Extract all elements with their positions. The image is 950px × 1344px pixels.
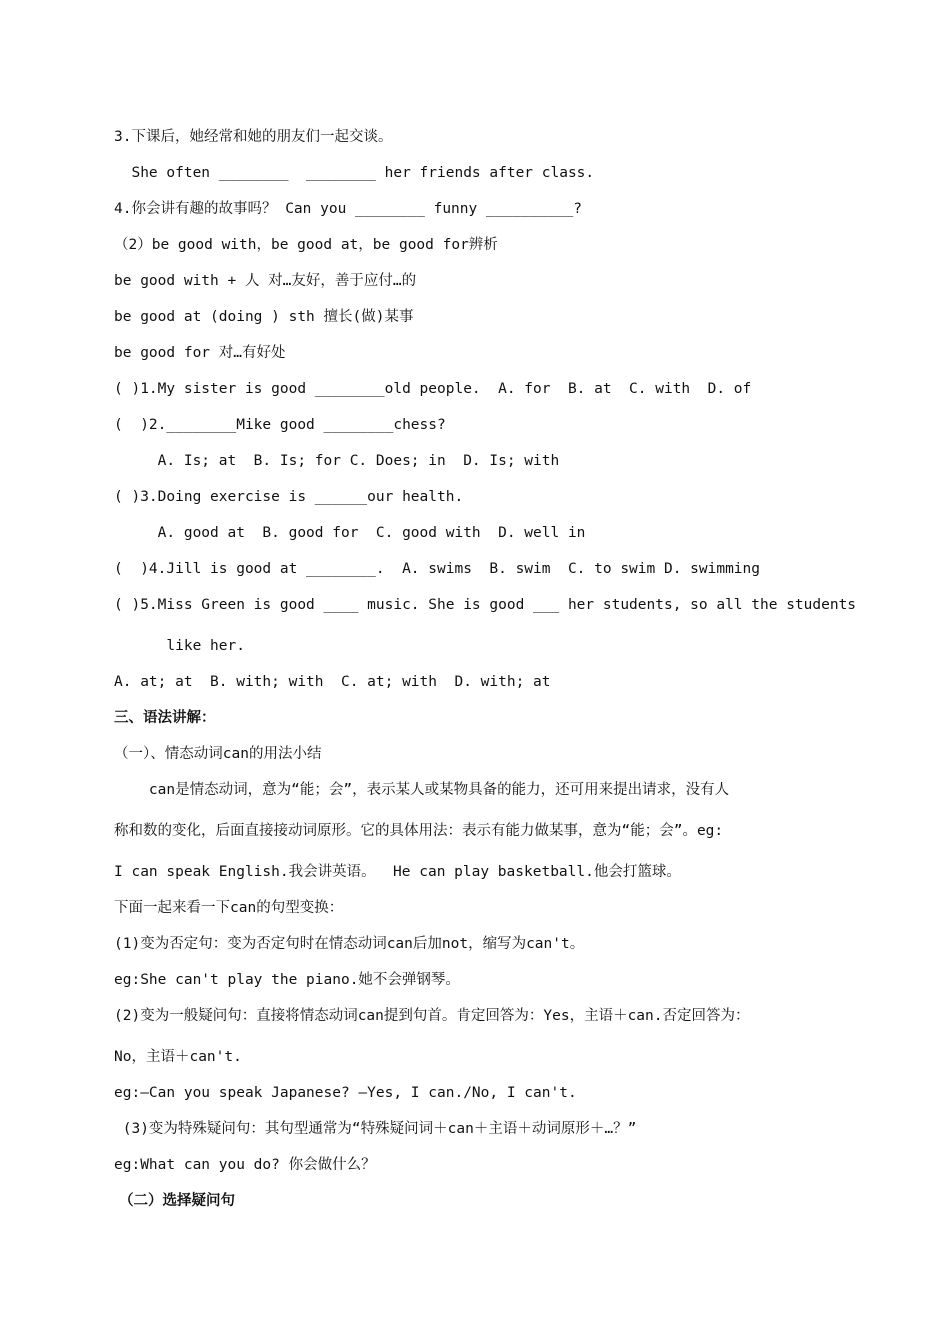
answer-options: A. Is; at B. Is; for C. Does; in D. Is; with: [114, 453, 560, 469]
text-line: 4.你会讲有趣的故事吗？ Can you ________ funny __________?: [114, 201, 582, 217]
text-line: can是情态动词，意为“能；会”，表示某人或某物具备的能力，还可用来提出请求，没有人: [114, 782, 730, 798]
subsection-heading: （一）、情态动词can的用法小结: [114, 746, 322, 762]
subsection-heading: （二）选择疑问句: [114, 1193, 236, 1209]
answer-options: A. at; at B. with; with C. at; with D. with; at: [114, 674, 551, 690]
answer-options: A. good at B. good for C. good with D. well in: [114, 525, 586, 541]
text-line: No，主语＋can't.: [114, 1049, 242, 1065]
text-line: I can speak English.我会讲英语。 He can play basketball.他会打篮球。: [114, 864, 681, 880]
text-line: eg:She can't play the piano.她不会弹钢琴。: [114, 972, 460, 988]
text-line: (3)变为特殊疑问句：其句型通常为“特殊疑问词＋can＋主语＋动词原形＋…？”: [114, 1121, 637, 1137]
text-line: (1)变为否定句：变为否定句时在情态动词can后加not，缩写为can't。: [114, 936, 585, 952]
question-line: ( )3.Doing exercise is ______our health.: [114, 489, 464, 505]
question-line: ( )1.My sister is good ________old people. A. for B. at C. with D. of: [114, 381, 752, 397]
text-line: （2）be good with，be good at，be good for辨析: [114, 237, 498, 253]
text-line: 下面一起来看一下can的句型变换：: [114, 900, 344, 916]
text-line: 称和数的变化，后面直接接动词原形。它的具体用法：表示有能力做某事，意为“能；会”。eg:: [114, 823, 724, 839]
question-line: ( )4.Jill is good at ________. A. swims B. swim C. to swim D. swimming: [114, 561, 761, 577]
question-line: like her.: [114, 638, 245, 654]
text-line: (2)变为一般疑问句：直接将情态动词can提到句首。肯定回答为：Yes，主语＋can.否定回答为：: [114, 1008, 750, 1024]
section-heading: 三、语法讲解：: [114, 710, 216, 726]
text-line: eg:What can you do? 你会做什么？: [114, 1157, 376, 1173]
text-line: 3.下课后，她经常和她的朋友们一起交谈。: [114, 129, 393, 145]
text-line: eg:—Can you speak Japanese? —Yes, I can./No, I can't.: [114, 1085, 577, 1101]
question-line: ( )5.Miss Green is good ____ music. She is good ___ her students, so all the students: [114, 597, 857, 613]
text-line: She often ________ ________ her friends after class.: [114, 165, 595, 181]
question-line: ( )2.________Mike good ________chess?: [114, 417, 446, 433]
text-line: be good with + 人 对…友好，善于应付…的: [114, 273, 417, 289]
text-line: be good at (doing ) sth 擅长(做)某事: [114, 309, 414, 325]
text-line: be good for 对…有好处: [114, 345, 286, 361]
